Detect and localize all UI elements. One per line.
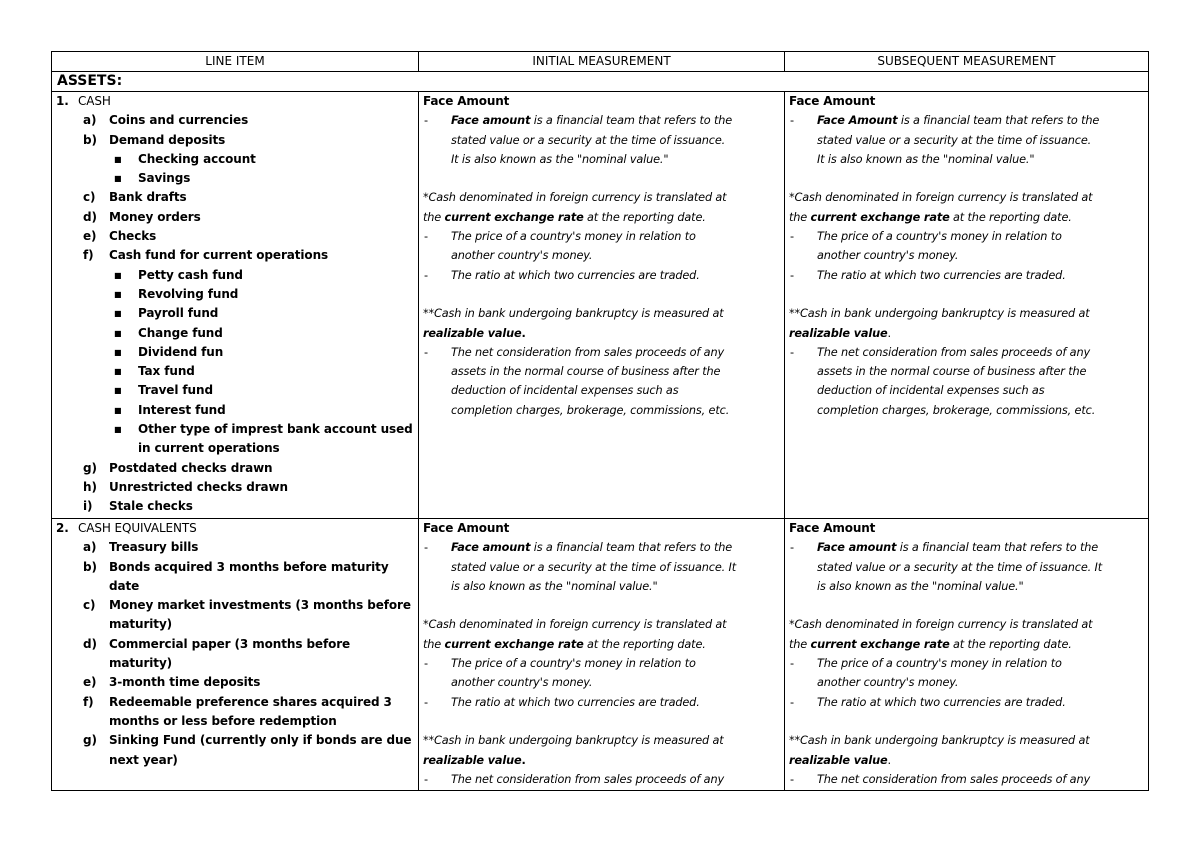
list-item: Dividend fun [138,344,224,359]
item-letter: i) [83,499,93,514]
list-item: Savings [138,171,191,186]
text: is also known as the "nominal value." [817,579,1024,593]
list-item: Treasury bills [109,540,199,555]
text: The ratio at which two currencies are traded. [451,268,700,282]
text: The ratio at which two currencies are traded. [817,695,1066,709]
text: is a financial team that refers to the [530,114,733,128]
dash-bullet: - [424,345,428,359]
list-item-continuation: maturity) [109,656,173,671]
item-letter: d) [83,209,97,224]
text: at the reporting date. [583,210,706,224]
text: stated value or a security at the time of issuance. [451,133,726,147]
bold-term: realizable value [423,326,522,340]
cash-title: CASH [78,94,111,108]
text: stated value or a security at the time of issuance. [817,133,1092,147]
text: stated value or a security at the time of issuance. It [451,560,737,574]
list-item: Sinking Fund (currently only if bonds are due [109,733,412,748]
item-letter: c) [83,190,96,205]
text: **Cash in bank undergoing bankruptcy is measured at [789,307,1090,321]
measurement-title: Face Amount [789,521,876,535]
measurement-table [51,51,1149,791]
dash-bullet: - [424,657,428,671]
text: another country's money. [817,249,959,263]
text: is also known as the "nominal value." [451,579,658,593]
cash-equivalents-title: CASH EQUIVALENTS [78,521,197,535]
header-line-item: LINE ITEM [205,54,265,68]
list-item: Postdated checks drawn [109,460,273,475]
list-item: Travel fund [138,383,213,398]
list-item: Money orders [109,209,201,224]
text: The net consideration from sales proceeds of any [817,345,1090,359]
text: *Cash denominated in foreign currency is translated at [789,191,1093,205]
bold-term: realizable value [423,753,522,767]
text: completion charges, brokerage, commissions, etc. [817,403,1096,417]
item-letter: a) [83,540,97,555]
header-initial-measurement: INITIAL MEASUREMENT [418,52,784,71]
text: **Cash in bank undergoing bankruptcy is measured at [789,734,1090,748]
item-letter: b) [83,559,97,574]
bold-term: realizable value [789,326,888,340]
text: deduction of incidental expenses such as [451,384,679,398]
square-bullet-icon: ■ [114,405,122,415]
text: **Cash in bank undergoing bankruptcy is measured at [423,307,724,321]
list-item: Other type of imprest bank account used [138,422,413,437]
cash-subsequent-measurement [784,92,1148,518]
dash-bullet: - [424,268,428,282]
square-bullet-icon: ■ [114,270,122,280]
bold-term: current exchange rate [810,637,950,651]
text: the [423,637,445,651]
item-letter: g) [83,460,97,475]
list-item: Bank drafts [109,190,187,205]
cash-initial-measurement [418,92,784,518]
bold-term: realizable value [789,753,888,767]
square-bullet-icon: ■ [114,425,122,435]
measurement-title: Face Amount [423,521,510,535]
assets-label: ASSETS: [57,73,123,89]
list-item-continuation: months or less before redemption [109,713,337,728]
text: The ratio at which two currencies are traded. [817,268,1066,282]
bold-term: current exchange rate [810,210,950,224]
text: the [789,637,811,651]
cash-equivalents-line-items [52,519,418,790]
dash-bullet: - [790,230,794,244]
dash-bullet: - [424,230,428,244]
cash-equivalents-initial-measurement [418,519,784,790]
measurement-title: Face Amount [423,94,510,108]
cash-line-items [52,92,418,518]
dash-bullet: - [790,541,794,555]
text: . [887,326,891,340]
dash-bullet: - [790,695,794,709]
text: another country's money. [451,249,593,263]
list-item: Payroll fund [138,306,219,321]
text: The net consideration from sales proceeds of any [817,772,1090,786]
list-item: Redeemable preference shares acquired 3 [109,694,392,709]
list-item: Unrestricted checks drawn [109,479,288,494]
list-item: Interest fund [138,402,226,417]
text: It is also known as the "nominal value." [451,152,669,166]
dash-bullet: - [790,657,794,671]
list-item: Commercial paper (3 months before [109,636,351,651]
item-letter: f) [83,694,94,709]
item-letter: g) [83,733,97,748]
text: The price of a country's money in relation to [451,657,696,671]
list-item-continuation: maturity) [109,617,173,632]
item-letter: d) [83,636,97,651]
text: is a financial team that refers to the [530,541,733,555]
list-item: Coins and currencies [109,113,249,128]
square-bullet-icon: ■ [114,309,122,319]
text: deduction of incidental expenses such as [817,384,1045,398]
square-bullet-icon: ■ [114,154,122,164]
bold-term: current exchange rate [444,210,584,224]
dash-bullet: - [790,345,794,359]
item-letter: e) [83,675,97,690]
text: *Cash denominated in foreign currency is translated at [789,618,1093,632]
item-number: 2. [56,521,69,535]
list-item-continuation: in current operations [138,441,280,456]
text: stated value or a security at the time of issuance. It [817,560,1103,574]
text: at the reporting date. [949,637,1072,651]
list-item: Petty cash fund [138,267,243,282]
list-item: 3-month time deposits [109,675,261,690]
list-item-continuation: date [109,578,140,593]
text: The ratio at which two currencies are traded. [451,695,700,709]
square-bullet-icon: ■ [114,367,122,377]
cash-equivalents-subsequent-measurement [784,519,1148,790]
text: **Cash in bank undergoing bankruptcy is measured at [423,734,724,748]
text: *Cash denominated in foreign currency is translated at [423,618,727,632]
text: The net consideration from sales proceeds of any [451,772,724,786]
list-item: Tax fund [138,364,195,379]
text: is a financial team that refers to the [896,541,1099,555]
text: another country's money. [817,676,959,690]
table-header-row [52,52,1148,72]
text: The price of a country's money in relation to [817,657,1062,671]
dash-bullet: - [424,541,428,555]
text: . [887,753,891,767]
text: *Cash denominated in foreign currency is translated at [423,191,727,205]
text: at the reporting date. [583,637,706,651]
text: another country's money. [451,676,593,690]
square-bullet-icon: ■ [114,174,122,184]
text: It is also known as the "nominal value." [817,152,1035,166]
dash-bullet: - [424,695,428,709]
dash-bullet: - [790,268,794,282]
list-item: Bonds acquired 3 months before maturity [109,559,389,574]
dash-bullet: - [790,772,794,786]
item-letter: b) [83,132,97,147]
dash-bullet: - [790,114,794,128]
item-letter: h) [83,479,97,494]
cash-row [52,92,1148,519]
dash-bullet: - [424,772,428,786]
text: The price of a country's money in relation to [817,230,1062,244]
text: is a financial team that refers to the [897,114,1100,128]
list-item: Stale checks [109,499,193,514]
measurement-title: Face Amount [789,94,876,108]
assets-row [52,72,1148,92]
square-bullet-icon: ■ [114,328,122,338]
text: completion charges, brokerage, commissions, etc. [451,403,730,417]
item-letter: a) [83,113,97,128]
text: The net consideration from sales proceeds of any [451,345,724,359]
text: . [521,326,526,340]
list-item: Money market investments (3 months before [109,598,411,613]
list-item: Demand deposits [109,132,226,147]
text: The price of a country's money in relation to [451,230,696,244]
list-item: Revolving fund [138,286,239,301]
item-letter: e) [83,229,97,244]
item-number: 1. [56,94,69,108]
bold-term: Face amount [817,541,897,555]
header-subsequent-measurement: SUBSEQUENT MEASUREMENT [784,52,1148,71]
bold-term: Face amount [451,541,531,555]
text: assets in the normal course of business after the [817,365,1087,379]
list-item: Cash fund for current operations [109,248,329,263]
text: assets in the normal course of business after the [451,365,721,379]
bold-term: current exchange rate [444,637,584,651]
text: at the reporting date. [949,210,1072,224]
dash-bullet: - [424,114,428,128]
text: the [789,210,811,224]
text: . [521,753,526,767]
list-item: Checks [109,229,157,244]
square-bullet-icon: ■ [114,386,122,396]
square-bullet-icon: ■ [114,289,122,299]
bold-term: Face amount [451,114,531,128]
list-item: Change fund [138,325,223,340]
list-item-continuation: next year) [109,752,178,767]
item-letter: c) [83,598,96,613]
cash-equivalents-row [52,519,1148,790]
bold-term: Face Amount [817,114,898,128]
text: the [423,210,445,224]
list-item: Checking account [138,151,256,166]
item-letter: f) [83,248,94,263]
square-bullet-icon: ■ [114,347,122,357]
